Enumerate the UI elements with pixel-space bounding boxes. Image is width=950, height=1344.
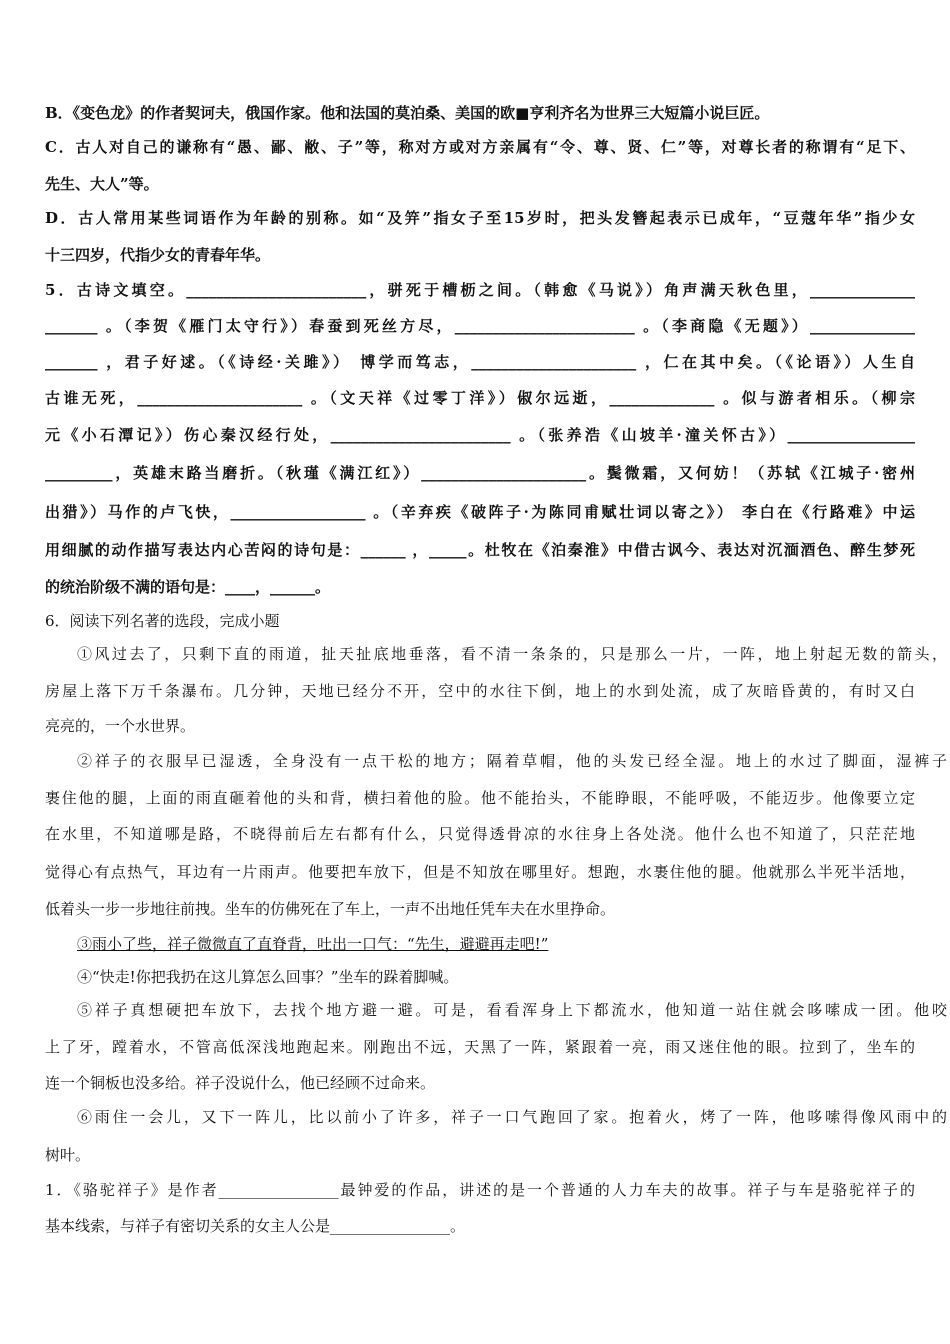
- option-c-line-2: 先生、大人”等。: [45, 175, 159, 193]
- q5-line-7: 出猎》）马作的卢飞快，__________________ 。（辛弃疾《破阵子·为陈同甫赋壮词以寄之》） 李白在《行路难》中运: [45, 503, 915, 521]
- q5-line-2: _______ 。（李贺《雁门太守行》）春蚕到死丝方尽，________________________ 。（李商隐《无题》）______________: [45, 317, 915, 335]
- q5-line-1: 5．古诗文填空。________________________，骈死于槽枥之间。（韩愈《马说》）角声满天秋色里，______________: [45, 281, 915, 299]
- q5-line-3: _______ ，君子好逑。（《诗经·关雎》） 博学而笃志，______________________ ，仁在其中矣。（《论语》）人生自: [45, 353, 915, 371]
- option-d-line-1: D．古人常用某些词语作为年龄的别称。如“及笄”指女子至15岁时，把头发簪起表示已成年，“豆蔻年华”指少女: [45, 209, 915, 227]
- q5-line-9: 的统治阶级不满的语句是：____，______。: [45, 578, 331, 596]
- option-d-line-2: 十三四岁，代指少女的青春年华。: [45, 246, 271, 264]
- passage-p2-line-2: 裹住他的腿，上面的雨直砸着他的头和背，横扫着他的脸。他不能抬头，不能睁眼，不能呼吸，不能迈步。他像要立定: [45, 789, 915, 807]
- passage-p2-line-3: 在水里，不知道哪是路，不晓得前后左右都有什么，只觉得透骨凉的水往身上各处浇。他什么也不知道了，只茫茫地: [45, 825, 915, 843]
- sub-question-1-line-2: 基本线索，与祥子有密切关系的女主人公是________________。: [45, 1217, 466, 1235]
- passage-p1-line-3: 亮亮的，一个水世界。: [45, 717, 196, 735]
- passage-p2-line-4: 觉得心有点热气，耳边有一片雨声。他要把车放下，但是不知放在哪里好。想跑，水裹住他的腿。他就那么半死半活地，: [45, 863, 915, 881]
- q5-line-8: 用细腻的动作描写表达内心苦闷的诗句是：______ ，_____。杜牧在《泊秦淮》中借古讽今、表达对沉湎酒色、醉生梦死: [45, 541, 915, 559]
- option-b: B．《变色龙》的作者契诃夫，俄国作家。他和法国的莫泊桑、美国的欧■亨利齐名为世界三大短篇小说巨匠。: [45, 104, 770, 122]
- q5-line-6: _________，英雄末路当磨折。（秋瑾《满江红》）______________________。鬓微霜，又何妨！（苏轼《江城子·密州: [45, 464, 915, 482]
- passage-p1-line-1: ①风过去了，只剩下直的雨道，扯天扯底地垂落，看不清一条条的，只是那么一片，一阵，地上射起无数的箭头，: [77, 645, 947, 663]
- passage-p5-line-2: 上了牙，蹚着水，不管高低深浅地跑起来。刚跑出不远，天黑了一阵，紧跟着一亮，雨又迷住他的眼。拉到了，坐车的: [45, 1038, 915, 1056]
- passage-p5-line-1: ⑤祥子真想硬把车放下，去找个地方避一避。可是，看看浑身上下都流水，他知道一站住就会哆嗦成一团。他咬: [77, 1001, 947, 1019]
- passage-p4-line-1: ④“快走!你把我扔在这儿算怎么回事？”坐车的跺着脚喊。: [77, 968, 459, 986]
- option-c-line-1: C．古人对自己的谦称有“愚、鄙、敝、子”等，称对方或对方亲属有“令、尊、贤、仁”等，对尊长者的称谓有“足下、: [45, 138, 915, 156]
- passage-p3-underlined: [45, 934, 947, 954]
- passage-p6-line-2: 树叶。: [45, 1146, 91, 1164]
- q5-line-5: 元《小石潭记》）伤心秦汉经行处，________________________ 。（张养浩《山坡羊·潼关怀古》）_________________: [45, 426, 915, 444]
- passage-p2-line-5: 低着头一步一步地往前拽。坐车的仿佛死在了车上，一声不出地任凭车夫在水里挣命。: [45, 900, 616, 918]
- q6-title: 6．阅读下列名著的选段，完成小题: [45, 612, 280, 630]
- q5-line-4: 古谁无死，______________________ 。（文天祥《过零丁洋》）俶尔远逝，______________ 。似与游者相乐。（柳宗: [45, 389, 915, 407]
- passage-p6-line-1: ⑥雨住一会儿，又下一阵儿，比以前小了许多，祥子一口气跑回了家。抱着火，烤了一阵，他哆嗦得像风雨中的: [77, 1108, 947, 1126]
- passage-p2-line-1: ②祥子的衣服早已湿透，全身没有一点干松的地方；隔着草帽，他的头发已经全湿。地上的水过了脚面，湿裤子: [77, 752, 947, 770]
- sub-question-1-line-1: 1．《骆驼祥子》是作者________________最钟爱的作品，讲述的是一个普通的人力车夫的故事。祥子与车是骆驼祥子的: [45, 1181, 915, 1199]
- passage-p5-line-3: 连一个铜板也没多给。祥子没说什么，他已经顾不过命来。: [45, 1074, 436, 1092]
- passage-p1-line-2: 房屋上落下万千条瀑布。几分钟，天地已经分不开，空中的水往下倒，地上的水到处流，成了灰暗昏黄的，有时又白: [45, 682, 915, 700]
- passage-p3-text: ③雨小了些，祥子微微直了直脊背，吐出一口气：“先生，避避再走吧!”: [77, 935, 549, 953]
